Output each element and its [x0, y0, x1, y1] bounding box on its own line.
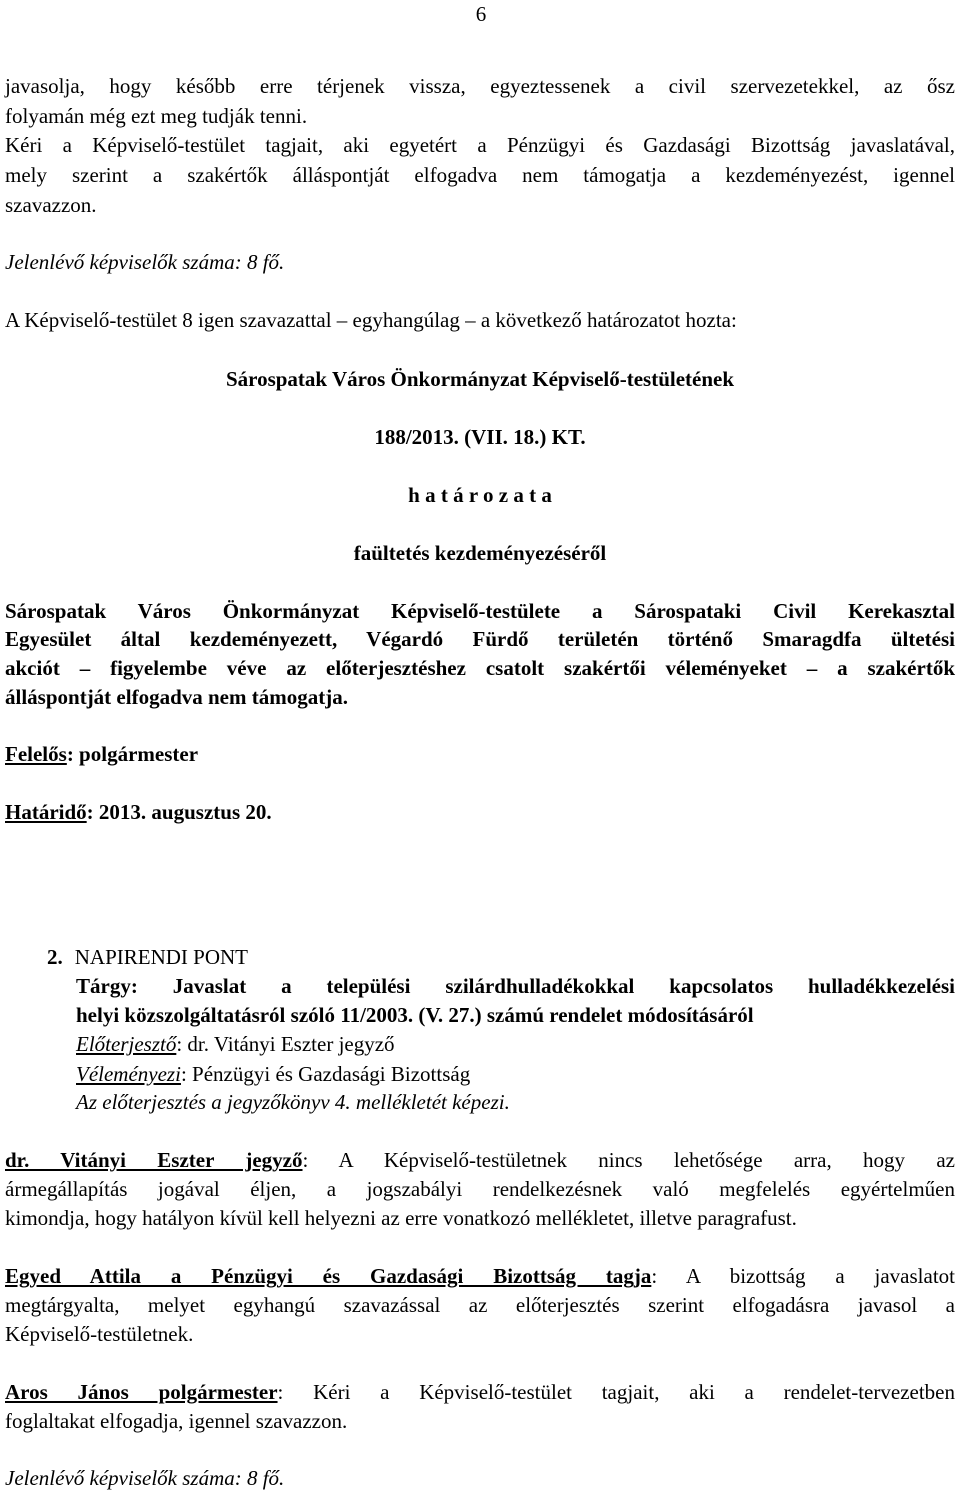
responsible-value: : polgármester: [66, 742, 199, 766]
responsible-line: [5, 742, 198, 767]
presenter-line: [76, 1032, 395, 1057]
resolution-word: h a t á r o z a t a: [408, 483, 552, 507]
speech-line: ármegállapítás jogával éljen, a jogszabályi rendelkezésnek való megfelelés egyértelműen: [5, 1177, 955, 1201]
reviewer-value: : Pénzügyi és Gazdasági Bizottság: [180, 1062, 471, 1086]
speaker-name: Egyed Attila a Pénzügyi és Gazdasági Bizottság tagja: [5, 1264, 652, 1288]
resolution-text-line: Egyesület által kezdeményezett, Végardó Fürdő területén történő Smaragdfa ültetési: [5, 627, 955, 651]
speech-line: kimondja, hogy hatályon kívül kell helyezni az erre vonatkozó mellékletet, illetve paragrafust.: [5, 1206, 797, 1230]
attendance-note: Jelenlévő képviselők száma: 8 fő.: [5, 250, 285, 274]
speech-text: : A bizottság a javaslatot: [651, 1264, 955, 1288]
responsible-label: Felelős: [5, 742, 67, 766]
deadline-value: : 2013. augusztus 20.: [86, 800, 272, 824]
resolution-text-line: Sárospatak Város Önkormányzat Képviselő-testülete a Sárospataki Civil Kerekasztal: [5, 599, 955, 623]
agenda-subject-line: helyi közszolgáltatásról szóló 11/2003. (V. 27.) számú rendelet módosításáról: [76, 1003, 754, 1027]
speech-line: foglaltakat elfogadja, igennel szavazzon.: [5, 1409, 348, 1433]
speech-line: Képviselő-testületnek.: [5, 1322, 194, 1346]
resolution-text-line: álláspontját elfogadva nem támogatja.: [5, 685, 348, 709]
agenda-number: 2.: [47, 945, 63, 969]
resolution-number: 188/2013. (VII. 18.) KT.: [374, 425, 586, 449]
speaker-name: dr. Vitányi Eszter jegyző: [5, 1148, 303, 1172]
speech-text: : A Képviselő-testületnek nincs lehetősége arra, hogy az: [302, 1148, 955, 1172]
vote-line: A Képviselő-testület 8 igen szavazattal – egyhangúlag – a következő határozatot hozta:: [5, 308, 737, 332]
resolution-body-name: Sárospatak Város Önkormányzat Képviselő-testületének: [225, 367, 735, 391]
speech-line: [5, 1380, 955, 1405]
presenter-value: : dr. Vitányi Eszter jegyző: [176, 1032, 395, 1056]
attendance-note: Jelenlévő képviselők száma: 8 fő.: [5, 1466, 285, 1490]
reviewer-label: Véleményezi: [76, 1062, 181, 1086]
speaker-name: Aros János polgármester: [5, 1380, 278, 1404]
agenda-subject-line: Tárgy: Javaslat a települési szilárdhulladékokkal kapcsolatos hulladékkezelési: [76, 974, 955, 998]
intro-line: mely szerint a szakértők álláspontját elfogadva nem támogatja a kezdeményezést, igennel: [5, 163, 955, 187]
deadline-label: Határidő: [5, 800, 87, 824]
speech-line: [5, 1148, 955, 1173]
resolution-subject: faültetés kezdeményezéséről: [353, 541, 607, 565]
agenda-title: NAPIRENDI PONT: [74, 945, 248, 969]
annex-note: Az előterjesztés a jegyzőkönyv 4. mellékletét képezi.: [76, 1090, 510, 1114]
intro-line: folyamán még ezt meg tudják tenni.: [5, 104, 308, 128]
agenda-heading: [47, 945, 248, 970]
speech-line: [5, 1264, 955, 1289]
intro-line: szavazzon.: [5, 193, 97, 217]
presenter-label: Előterjesztő: [76, 1032, 177, 1056]
page-number: 6: [475, 2, 487, 26]
intro-line: javasolja, hogy később erre térjenek vissza, egyeztessenek a civil szervezetekkel, az ősz: [5, 74, 955, 98]
deadline-line: [5, 800, 272, 825]
intro-line: Kéri a Képviselő-testület tagjait, aki egyetért a Pénzügyi és Gazdasági Bizottság javaslatával,: [5, 133, 955, 157]
reviewer-line: [76, 1062, 470, 1087]
speech-text: : Kéri a Képviselő-testület tagjait, aki a rendelet-tervezetben: [277, 1380, 955, 1404]
speech-line: megtárgyalta, melyet egyhangú szavazással az előterjesztés szerint elfogadásra javasol a: [5, 1293, 955, 1317]
resolution-text-line: akciót – figyelembe véve az előterjesztéshez csatolt szakértői véleményeket – a szakértők: [5, 656, 955, 680]
